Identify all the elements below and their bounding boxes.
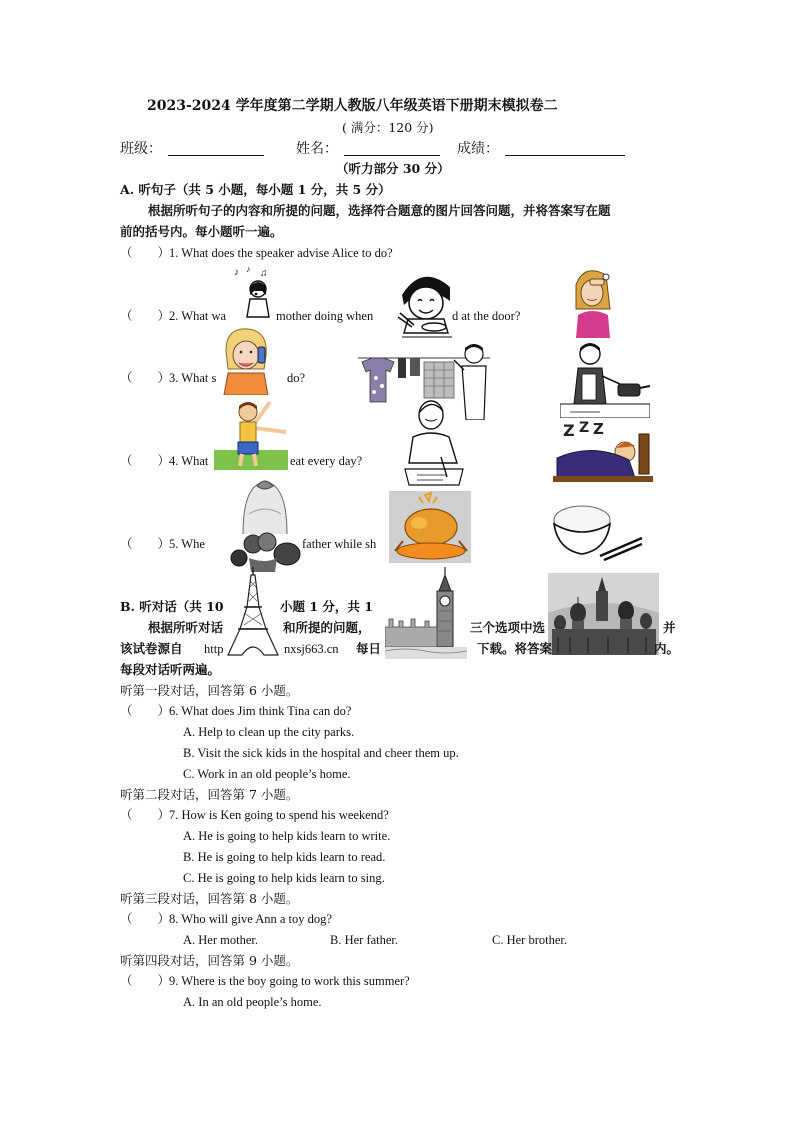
class-label: 班级： (120, 141, 162, 157)
dialog-7-label: 听第二段对话，回答第 7 小题。 (120, 787, 299, 802)
question-2-part-a: 2. What wa (169, 309, 227, 323)
answer-paren[interactable]: （ ） (120, 808, 171, 822)
question-8: 8. Who will give Ann a toy dog? (169, 912, 332, 926)
big-ben-icon (385, 567, 467, 659)
boy-exercising-icon (214, 398, 288, 470)
roast-chicken-icon (389, 491, 471, 563)
moscow-cathedral-icon (548, 573, 659, 655)
q8-option-a: A. Her mother. (183, 933, 258, 947)
question-5-part-b: father while sh (302, 537, 377, 551)
section-a-instruction: 根据所听句子的内容和所提的问题，选择符合题意的图片回答问题，并将答案写在题 (148, 203, 611, 218)
singing-girl-icon (232, 265, 278, 323)
q8-option-c: C. Her brother. (492, 933, 567, 947)
question-9: 9. Where is the boy going to work this summer? (169, 974, 410, 988)
svg-text:Z: Z (563, 421, 575, 440)
q7-option-a: A. He is going to help kids learn to write. (183, 829, 391, 843)
section-b-source-a: 该试卷源自 (120, 641, 183, 656)
dialog-6-label: 听第一段对话，回答第 6 小题。 (120, 683, 299, 698)
woman-cooking-icon (560, 340, 650, 418)
q7-option-b: B. He is going to help kids learn to read. (183, 850, 386, 864)
page-title: 2023-2024 学年度第二学期人教版八年级英语下册期末模拟卷二 (147, 98, 558, 114)
class-blank[interactable] (168, 155, 264, 156)
section-b-instruction-b: 和所提的问题， (283, 620, 371, 635)
name-blank[interactable] (344, 155, 440, 156)
boy-writing-icon (403, 397, 465, 487)
section-a-heading: A. 听句子（共 5 小题，每小题 1 分，共 5 分） (120, 182, 391, 197)
section-b-listen-twice: 每段对话听两遍。 (120, 662, 221, 677)
q7-option-c: C. He is going to help kids learn to sing. (183, 871, 385, 885)
section-b-source-e: 下载。将答案 (477, 641, 553, 656)
girl-eating-icon (392, 265, 460, 343)
answer-paren[interactable]: （ ） (120, 246, 171, 260)
answer-paren[interactable]: （ ） (120, 454, 171, 468)
q9-option-a: A. In an old people’s home. (183, 995, 322, 1009)
boy-sleeping-icon (553, 418, 653, 482)
full-score: ( 满分：120 分) (342, 120, 434, 135)
section-a-instruction-cont: 前的括号内。每小题听一遍。 (120, 224, 283, 239)
q6-option-b: B. Visit the sick kids in the hospital and cheer them up. (183, 746, 459, 760)
question-2-part-b: mother doing when (276, 309, 374, 323)
question-5-part-a: 5. Whe (169, 537, 205, 551)
sick-girl-icon (570, 265, 614, 338)
dialog-9-label: 听第四段对话，回答第 9 小题。 (120, 953, 299, 968)
question-6: 6. What does Jim think Tina can do? (169, 704, 352, 718)
listening-part-title: （听力部分 30 分） (336, 161, 450, 176)
question-2-part-c: d at the door? (452, 309, 521, 323)
question-3-part-b: do? (287, 371, 306, 385)
q8-option-b: B. Her father. (330, 933, 399, 947)
section-b-source-f: 内。 (654, 641, 680, 656)
answer-paren[interactable]: （ ） (120, 704, 171, 718)
section-b-heading-b: 小题 1 分，共 1 (280, 599, 373, 614)
svg-text:Z: Z (593, 420, 604, 438)
section-b-heading-a: B. 听对话（共 10 (120, 599, 224, 614)
svg-text:Z: Z (579, 420, 590, 436)
score-blank[interactable] (505, 155, 625, 156)
rice-bowl-icon (550, 500, 644, 562)
section-b-instruction-a: 根据所听对话 (148, 620, 224, 635)
answer-paren[interactable]: （ ） (120, 912, 171, 926)
question-7: 7. How is Ken going to spend his weekend? (169, 808, 389, 822)
girl-on-phone-icon (220, 325, 272, 395)
answer-paren[interactable]: （ ） (120, 371, 171, 385)
question-1: 1. What does the speaker advise Alice to do? (169, 246, 393, 260)
svg-text:♫: ♫ (260, 268, 268, 279)
eiffel-tower-icon (226, 567, 280, 657)
q6-option-a: A. Help to clean up the city parks. (183, 725, 355, 739)
answer-paren[interactable]: （ ） (120, 974, 171, 988)
name-label: 姓名： (296, 141, 338, 157)
section-b-instruction-c: 三个选项中选 (470, 620, 546, 635)
fruit-basket-icon (229, 474, 301, 574)
dialog-8-label: 听第三段对话，回答第 8 小题。 (120, 891, 299, 906)
section-b-instruction-d: 并 (663, 620, 676, 635)
answer-paren[interactable]: （ ） (120, 309, 171, 323)
section-b-source-url-b[interactable]: nxsj663.cn (284, 642, 339, 656)
score-label: 成绩： (457, 141, 499, 157)
section-b-source-url-a[interactable]: http (204, 642, 224, 656)
question-3-part-a: 3. What s (169, 371, 217, 385)
svg-text:♪: ♪ (234, 267, 239, 278)
answer-paren[interactable]: （ ） (120, 537, 171, 551)
q6-option-c: C. Work in an old people’s home. (183, 767, 351, 781)
svg-text:♪: ♪ (246, 265, 251, 274)
question-4-part-a: 4. What (169, 454, 209, 468)
question-4-part-b: eat every day? (290, 454, 363, 468)
section-b-source-d: 每日 (356, 641, 382, 656)
